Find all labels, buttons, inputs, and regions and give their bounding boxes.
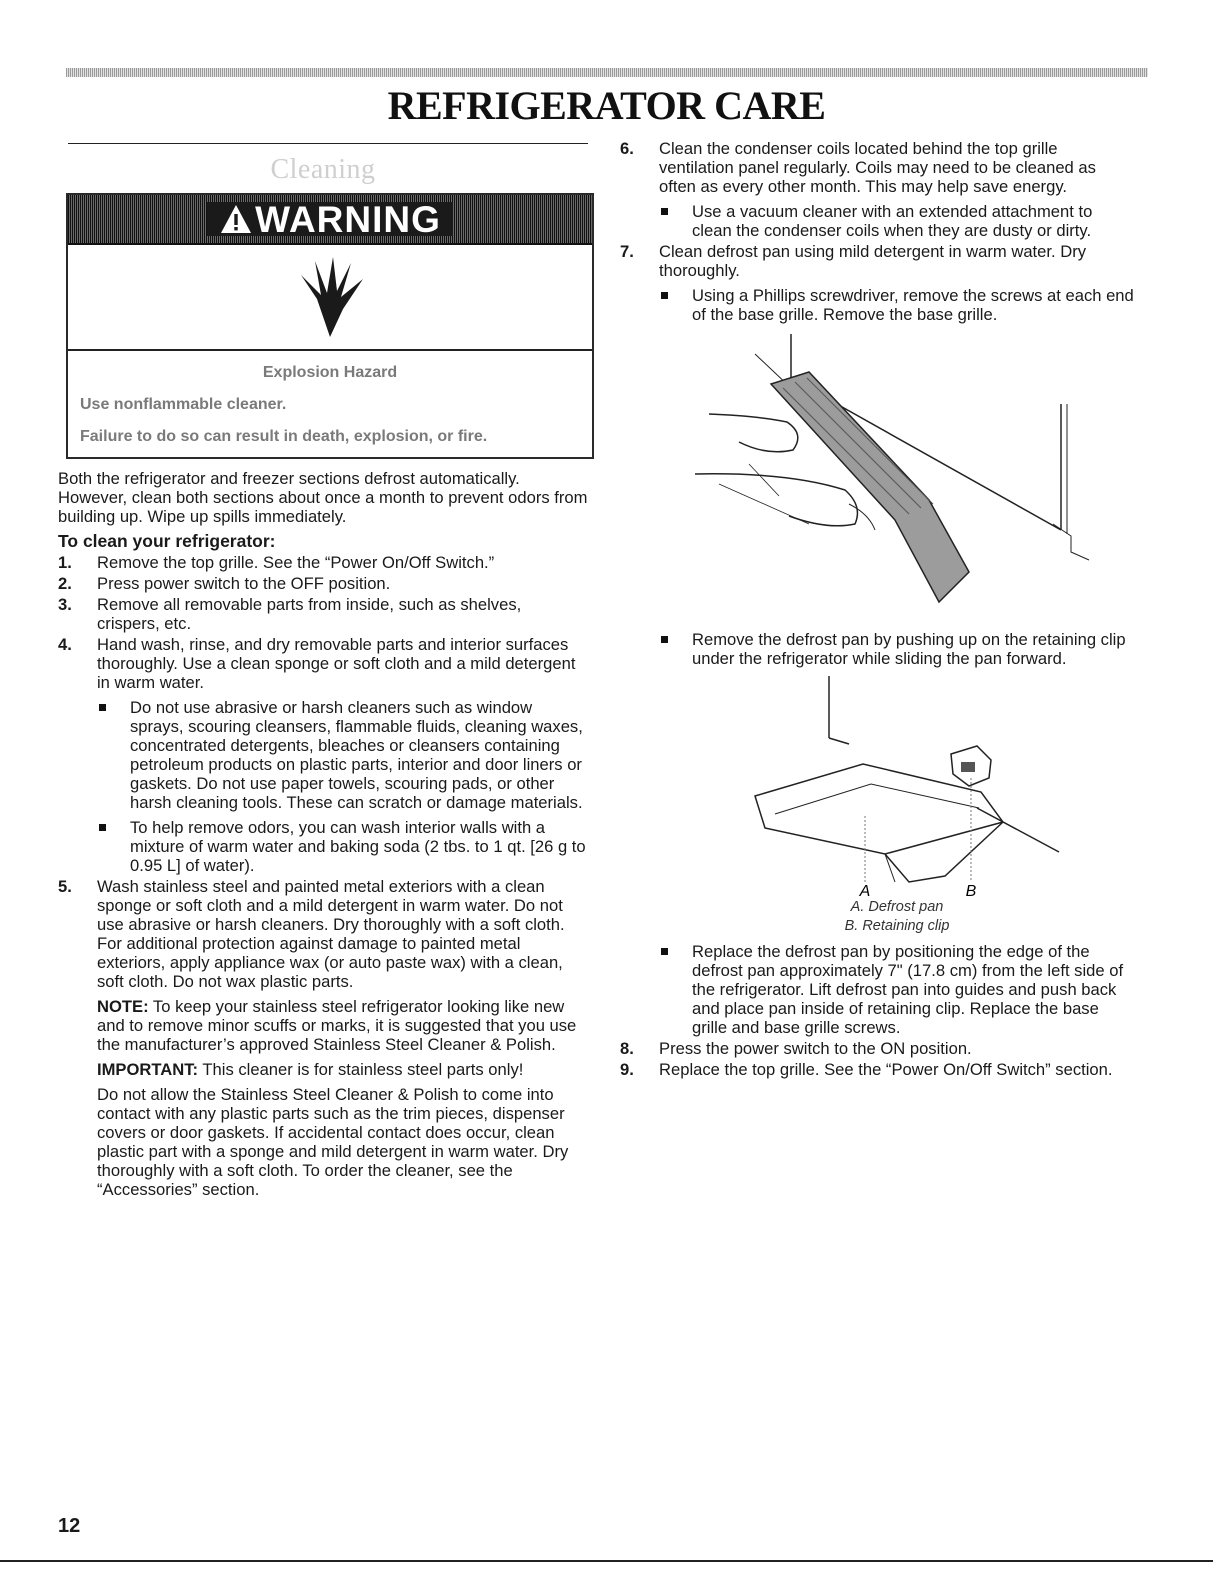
step-8 — [620, 1039, 1135, 1058]
step-number: 2. — [58, 574, 72, 593]
bullet-text: Do not use abrasive or harsh cleaners such as window sprays, scouring cleansers, flammable fluids, cleaning waxes, concentrated detergents, bleaches or cleansers containing petroleum products on plastic parts, interior and door liners or gaskets. Do not use paper towels, scouring pads, or other harsh cleaning tools. These can scratch or damage materials. — [130, 698, 583, 812]
explosion-icon — [293, 255, 367, 339]
procedure-heading: To clean your refrigerator: — [58, 531, 276, 551]
figure-label-a: A — [859, 883, 871, 898]
step-text: Clean defrost pan using mild detergent in warm water. Dry thoroughly. — [659, 242, 1087, 280]
caution-paragraph: Do not allow the Stainless Steel Cleaner & Polish to come into contact with any plastic parts such as the trim pieces, dispenser covers or door gaskets. If accidental contact does occur, clean plastic part with a sponge and mild detergent in warm water. Dry thoroughly with a soft cloth. To order the cleaner, see the “Accessories” section. — [97, 1085, 569, 1199]
step-6 — [620, 139, 1135, 240]
bullet-square-icon — [659, 630, 692, 668]
bullet-text: Replace the defrost pan by positioning the edge of the defrost pan approximately 7" (17.8 cm) from the left side of the refrigerator. Lift defrost pan into guides and push back and place pan inside of retaining clip. Replace the base grille and base grille screws. — [692, 942, 1124, 1037]
step-number: 6. — [620, 139, 634, 158]
warning-box — [66, 193, 594, 459]
figure-caption-a: A. Defrost pan — [850, 899, 944, 915]
step-number: 4. — [58, 635, 72, 654]
warning-banner — [207, 198, 453, 240]
bullet-square-icon — [659, 942, 692, 1037]
step-number: 9. — [620, 1060, 634, 1079]
warning-pictogram — [68, 245, 592, 351]
bullet-square-icon — [659, 286, 692, 324]
warning-header — [68, 195, 592, 245]
warning-triangle-icon — [219, 202, 253, 236]
step-7 — [620, 242, 1135, 1037]
bullet-square-icon — [97, 698, 130, 812]
step-number: 1. — [58, 553, 72, 572]
hazard-title: Explosion Hazard — [262, 364, 398, 381]
note-paragraph — [97, 997, 588, 1054]
important-paragraph — [97, 1060, 588, 1079]
step-text: Replace the top grille. See the “Power On/Off Switch” section. — [659, 1060, 1113, 1079]
figure-caption-b: B. Retaining clip — [844, 918, 950, 934]
bullet-text: Remove the defrost pan by pushing up on the retaining clip under the refrigerator while sliding the pan forward. — [692, 630, 1126, 668]
step-text: Hand wash, rinse, and dry removable parts and interior surfaces thoroughly. Use a clean sponge or soft cloth and a mild detergent in warm water. — [97, 635, 576, 692]
note-label: NOTE: — [97, 997, 149, 1016]
bullet-item — [659, 286, 1135, 324]
step-text: Remove the top grille. See the “Power On/Off Switch.” — [97, 553, 495, 572]
step-number: 7. — [620, 242, 634, 261]
step-text: Remove all removable parts from inside, such as shelves, crispers, etc. — [97, 595, 522, 633]
step-3 — [58, 595, 588, 633]
step-text: Press the power switch to the ON position. — [659, 1039, 972, 1058]
step-number: 8. — [620, 1039, 634, 1058]
defrost-pan-illustration — [659, 668, 1129, 898]
step-number: 3. — [58, 595, 72, 614]
step-number: 5. — [58, 877, 72, 896]
bullet-text: Using a Phillips screwdriver, remove the screws at each end of the base grille. Remove the base grille. — [692, 286, 1134, 324]
bullet-item — [659, 630, 1135, 668]
right-column — [620, 137, 1135, 1079]
step-5 — [58, 877, 588, 1199]
step-1 — [58, 553, 588, 572]
header-rule — [66, 68, 1148, 77]
important-text: This cleaner is for stainless steel parts only! — [198, 1060, 524, 1079]
bullet-item — [659, 202, 1135, 240]
bullet-item — [97, 698, 588, 812]
bullet-square-icon — [659, 202, 692, 240]
step-4 — [58, 635, 588, 875]
step-2 — [58, 574, 588, 593]
step-text: Press power switch to the OFF position. — [97, 574, 391, 593]
step-text: Clean the condenser coils located behind the top grille ventilation panel regularly. Coils may need to be cleaned as often as every other month. This may help save energy. — [659, 139, 1096, 196]
bullet-square-icon — [97, 818, 130, 875]
page-number: 12 — [58, 1515, 81, 1537]
warning-consequence: Failure to do so can result in death, explosion, or fire. — [80, 428, 488, 445]
base-grille-removal-illustration — [659, 324, 1129, 624]
warning-title: WARNING — [255, 198, 441, 240]
important-label: IMPORTANT: — [97, 1060, 199, 1079]
step-text: Wash stainless steel and painted metal exteriors with a clean sponge or soft cloth and a mild detergent in warm water. Do not use abrasive or harsh cleaners. Dry thoroughly with a soft cloth. For additional protection against damage to painted metal exteriors, apply appliance wax (or auto paste wax) with a clean, soft cloth. Do not wax plastic parts. — [97, 877, 565, 991]
step-9 — [620, 1060, 1135, 1079]
intro-paragraph: Both the refrigerator and freezer sections defrost automatically. However, clean both sections about once a month to prevent odors from building up. Wipe up spills immediately. — [58, 469, 588, 526]
warning-instruction: Use nonflammable cleaner. — [80, 396, 287, 413]
section-title: Cleaning — [270, 154, 376, 185]
left-column — [58, 143, 588, 1199]
footer-rule — [0, 1560, 1213, 1562]
bullet-item — [97, 818, 588, 875]
bullet-item — [659, 942, 1135, 1037]
bullet-text: To help remove odors, you can wash interior walls with a mixture of warm water and baking soda (2 tbs. to 1 qt. [26 g to 0.95 L] of water). — [130, 818, 586, 875]
bullet-text: Use a vacuum cleaner with an extended attachment to clean the condenser coils when they are dusty or dirty. — [692, 202, 1093, 240]
note-text: To keep your stainless steel refrigerator looking like new and to remove minor scuffs or marks, it is suggested that you use the manufacturer’s approved Stainless Steel Cleaner & Polish. — [97, 997, 577, 1054]
section-divider — [68, 143, 588, 144]
page-title: REFRIGERATOR CARE — [387, 83, 826, 128]
warning-body — [68, 351, 592, 457]
figure-label-b: B — [965, 883, 977, 898]
